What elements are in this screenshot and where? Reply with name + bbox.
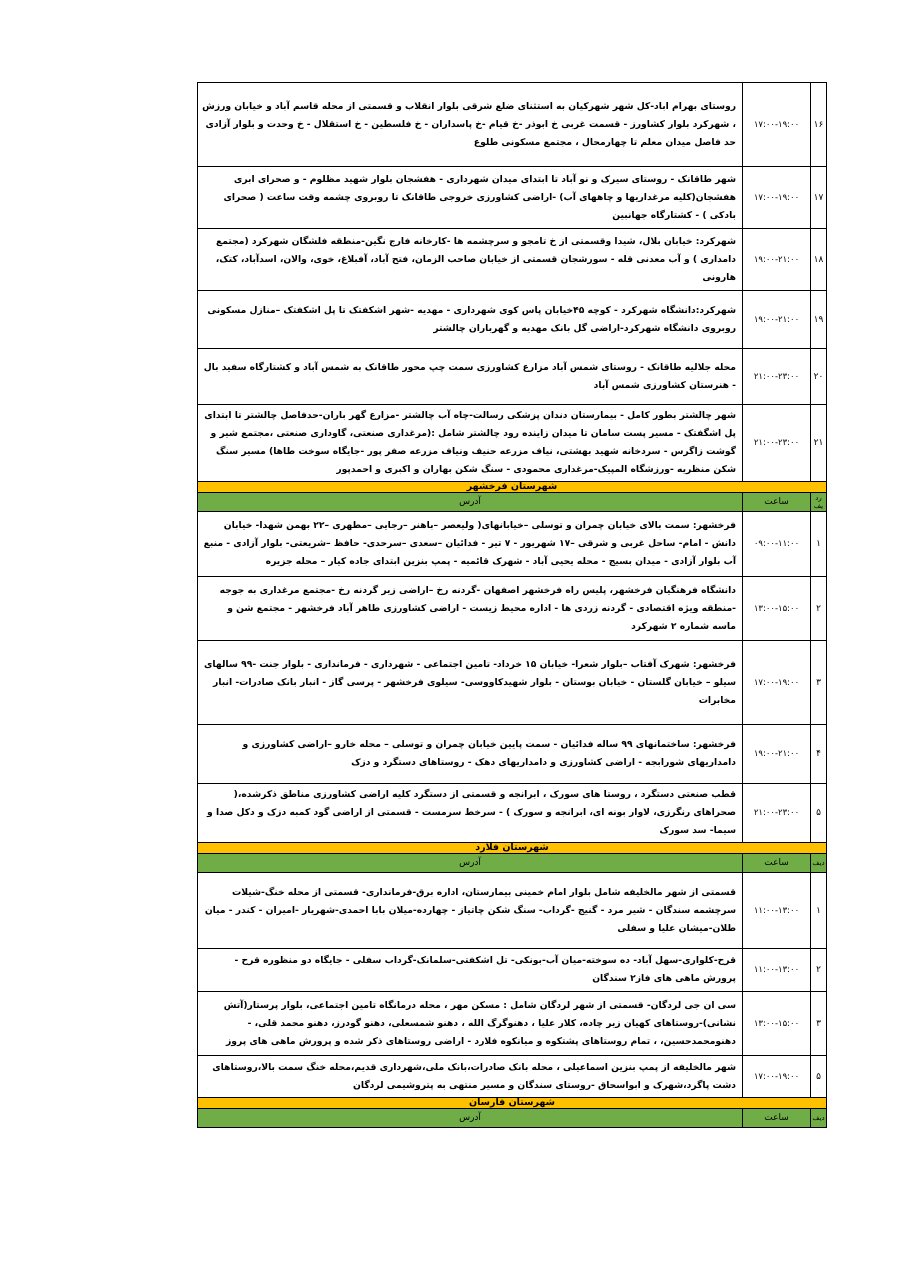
row-number: ۱	[811, 512, 827, 577]
row-address: شهر طاقانک - روستای سیرک و نو آباد تا ابتدای میدان شهرداری - هفشجان بلوار شهید مظلوم - و صحرای ابری هفشجان(کلیه مرغداریها و چاههای آب) -اراضی کشاورزی خروجی طاقانک تا روبروی چشمه وقت ساعت ( صحرای بادکی ) - کشتارگاه جهانبین	[198, 167, 743, 229]
header-time: ساعت	[743, 1109, 811, 1128]
header-time: ساعت	[743, 854, 811, 873]
row-number: ۱۶	[811, 83, 827, 167]
row-number: ۳	[811, 992, 827, 1056]
header-time: ساعت	[743, 493, 811, 512]
row-time: ۱۳:۰۰-۱۵:۰۰	[743, 577, 811, 641]
table-row	[198, 949, 827, 992]
row-time: ۱۷:۰۰-۱۹:۰۰	[743, 167, 811, 229]
row-time: ۱۱:۰۰-۱۳:۰۰	[743, 949, 811, 992]
section-title-row	[198, 843, 827, 854]
row-address: محله جلالیه طاقانک - روستای شمس آباد مزارع کشاورزی سمت چپ محور طاقانک به شمس آباد و کشتارگاه سفید بال - هنرستان کشاورزی شمس آباد	[198, 349, 743, 405]
section-title: شهرستان فلارد	[198, 843, 827, 854]
section-title: شهرستان فرخشهر	[198, 482, 827, 493]
header-row	[198, 1109, 827, 1128]
table-row	[198, 167, 827, 229]
table-row	[198, 83, 827, 167]
header-num: دیف	[811, 1109, 827, 1128]
row-time: ۱۹:۰۰-۲۱:۰۰	[743, 725, 811, 784]
row-number: ۲۰	[811, 349, 827, 405]
row-time: ۰۹:۰۰-۱۱:۰۰	[743, 512, 811, 577]
row-address: فرخشهر: سمت بالای خیابان چمران و توسلی –خیابانهای( ولیعصر –باهنر –رجایی –مطهری –۲۲ بهمن شهدا- خیابان دانش - امام- ساحل غربی و شرقی –۱۷ شهریور - ۷ تیر - فدائیان –سعدی –سرحدی- حافظ –شریعتی- بلوار آزادی - منبع آب بلوار آزادی - میدان بسیج - محله یحیی آباد - شهرک قائمیه - پمپ بنزین ابتدای جاده کیار – محله جزیره	[198, 512, 743, 577]
header-address: آدرس	[198, 493, 743, 512]
header-address: آدرس	[198, 854, 743, 873]
row-number: ۲	[811, 949, 827, 992]
row-time: ۱۷:۰۰-۱۹:۰۰	[743, 83, 811, 167]
row-time: ۱۹:۰۰-۲۱:۰۰	[743, 291, 811, 349]
row-number: ۱۷	[811, 167, 827, 229]
row-address: قطب صنعتی دستگرد ، روستا های سورک ، ابرانجه و قسمتی از دستگرد کلیه اراضی کشاورزی مناطق ذکرشده،( صحراهای رنگرزی، لاوار بونه ای، ابرانجه و سورک ) - سرخط سرمست - قسمتی از اراضی گود کمبه دزک و دکل صدا و سیما- سد سورک	[198, 784, 743, 843]
header-num: رد یف	[811, 493, 827, 512]
table-row	[198, 349, 827, 405]
table-row	[198, 641, 827, 725]
row-time: ۱۳:۰۰-۱۵:۰۰	[743, 992, 811, 1056]
schedule-table	[197, 82, 827, 1128]
table-row	[198, 725, 827, 784]
row-time: ۱۷:۰۰-۱۹:۰۰	[743, 1056, 811, 1098]
row-number: ۱۹	[811, 291, 827, 349]
row-time: ۱۱:۰۰-۱۳:۰۰	[743, 873, 811, 949]
row-number: ۲	[811, 577, 827, 641]
row-number: ۳	[811, 641, 827, 725]
row-address: دانشگاه فرهنگیان فرخشهر، پلیس راه فرخشهر اصفهان -گردنه رخ –اراضی زیر گردنه رخ -مجتمع مرغداری به جوجه -منطقه ویژه اقتصادی - گردنه زردی ها - اداره محیط زیست - اراضی کشاورزی طاهر آباد فرخشهر - مجتمع شن و ماسه شماره ۲ شهرکرد	[198, 577, 743, 641]
row-time: ۲۱:۰۰-۲۳:۰۰	[743, 784, 811, 843]
section-title: شهرستان فارسان	[198, 1098, 827, 1109]
row-address: روستای بهرام اباد-کل شهر شهرکیان به استثنای ضلع شرقی بلوار انقلاب و قسمتی از محله قاسم آباد و خیابان ورزش ، شهرکرد بلوار کشاورز - قسمت غربی خ ابوذر -خ قیام -خ پاسداران - خ فلسطین - خ استقلال - خ وحدت و بلوار آزادی حد فاصل میدان معلم تا چهارمحال ، مجتمع مسکونی طلوع	[198, 83, 743, 167]
row-time: ۱۹:۰۰-۲۱:۰۰	[743, 229, 811, 291]
table-row	[198, 992, 827, 1056]
row-address: شهرکرد:دانشگاه شهرکرد - کوچه ۴۵خیابان پاس کوی شهرداری - مهدیه -شهر اشکفتک تا پل اشکفتک –منازل مسکونی روبروی دانشگاه شهرکرد-اراضی گل بانک مهدیه و گهرباران چالشتر	[198, 291, 743, 349]
header-row	[198, 854, 827, 873]
table-row	[198, 1056, 827, 1098]
row-address: فرخشهر: شهرک آفتاب –بلوار شعرا- خیابان ۱۵ خرداد- تامین اجتماعی - شهرداری - فرمانداری - بلوار جنت -۹۹ سالهای سیلو – خیابان گلستان - خیابان بوستان - بلوار شهیدکاووسی- سیلوی فرخشهر - پرسی گاز - انبار بانک صادرات- انبار مخابرات	[198, 641, 743, 725]
row-address: شهرکرد: خیابان بلال، شیدا وقسمتی از خ تامجو و سرچشمه ها -کارخانه فارج نگین-منطقه فلشگان شهرکرد (مجتمع دامداری ) و آب معدنی قله - سورشجان قسمتی از خیابان صاحب الزمان، فتح آباد، آفبلاغ، خوی، والان، اسدآباد، کتک، هارونی	[198, 229, 743, 291]
table-row	[198, 784, 827, 843]
row-number: ۱۸	[811, 229, 827, 291]
row-address: سی ان جی لردگان- قسمتی از شهر لردگان شامل : مسکن مهر ، محله درمانگاه تامین اجتماعی، بلوار پرستار(آتش نشانی)-روستاهای کهیان زیر چاده، کلار علیا ، دهنوگرگ الله ، دهنو شمسعلی، دهنو گودرز، دهنو محمد قلی، - دهنومحمدحسین، ، تمام روستاهای پشتکوه و میانکوه فلارد - اراضی روستاهای ذکر شده و پرورش ماهی های پروز	[198, 992, 743, 1056]
row-time: ۲۱:۰۰-۲۳:۰۰	[743, 405, 811, 482]
row-address: شهر چالشتر بطور کامل - بیمارستان دندان پزشکی رسالت-چاه آب چالشتر -مزارع گهر باران-حدفاصل چالشتر تا ابتدای پل اشگفتک - مسیر پست سامان تا میدان زاینده رود چالشتر شامل :(مرغداری صنعتی، گاوداری صنعتی ،مجتمع شیر و گوشت زاگرس - سردخانه شهید بهشتی، نیاف مزرعه حنیف ونیاف مزرعه صفر پور -جایگاه سوخت طاها) مسیر سنگ شکن منظریه -ورزشگاه المپیک-مرغداری محمودی - سنگ شکن بهاران و اکبری و احمدپور	[198, 405, 743, 482]
row-address: فرخشهر: ساختمانهای ۹۹ ساله فدائیان - سمت پایین خیابان چمران و توسلی – محله خارو –اراضی کشاورزی و دامداریهای شورابجه - اراضی کشاورزی و دامداریهای دهک - روستاهای دستگرد و دزک	[198, 725, 743, 784]
row-address: قرح-کلواری-سهل آباد- ده سوخته-میان آب-بونکی- تل اشکفتی-سلمانک-گرداب سفلی - جایگاه دو منظوره قرح - پرورش ماهی های فاز۲ سندگان	[198, 949, 743, 992]
row-number: ۵	[811, 784, 827, 843]
table-row	[198, 577, 827, 641]
row-time: ۲۱:۰۰-۲۳:۰۰	[743, 349, 811, 405]
row-number: ۵	[811, 1056, 827, 1098]
table-row	[198, 873, 827, 949]
row-number: ۴	[811, 725, 827, 784]
row-number: ۲۱	[811, 405, 827, 482]
row-address: شهر مالخلیفه از پمپ بنزین اسماعیلی ، محله بانک صادرات،بانک ملی،شهرداری قدیم،محله خنگ سمت بالا،روستاهای دشت پاگرد،شهرک و ابواسحاق -روستای سندگان و مسیر منتهی به پتروشیمی لردگان	[198, 1056, 743, 1098]
table-row	[198, 229, 827, 291]
table-row	[198, 512, 827, 577]
table-row	[198, 291, 827, 349]
header-row	[198, 493, 827, 512]
header-num: دیف	[811, 854, 827, 873]
section-title-row	[198, 1098, 827, 1109]
row-number: ۱	[811, 873, 827, 949]
row-time: ۱۷:۰۰-۱۹:۰۰	[743, 641, 811, 725]
section-title-row	[198, 482, 827, 493]
header-address: آدرس	[198, 1109, 743, 1128]
table-row	[198, 405, 827, 482]
row-address: قسمتی از شهر مالخلیفه شامل بلوار امام خمینی بیمارستان، اداره برق-فرمانداری- قسمتی از محله خنگ-شیلات سرچشمه سندگان - شیر مرد - گنیج -گرداب- سنگ شکن چاتیاز - چهارده-میلان بابا احمدی-شهریار -امیران - کندر - میان طلان-میشان علیا و سفلی	[198, 873, 743, 949]
